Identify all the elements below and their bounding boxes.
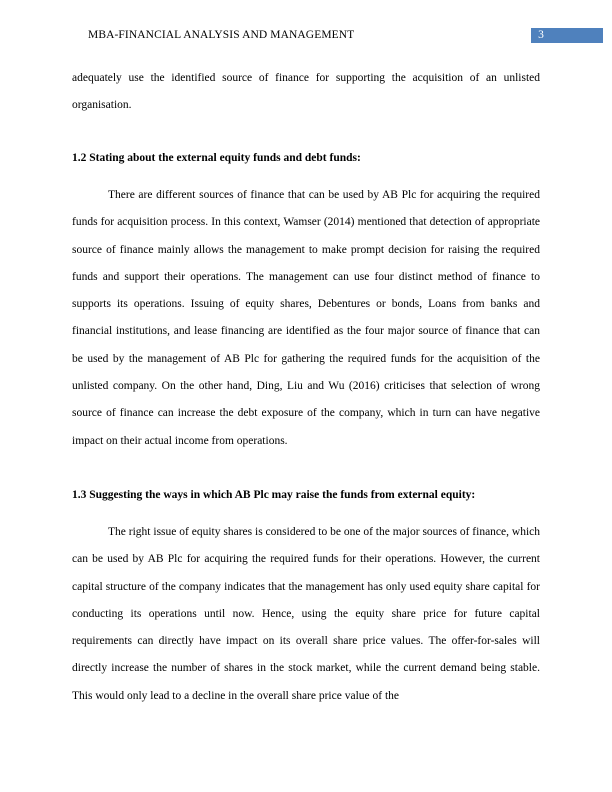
paragraph-text: The right issue of equity shares is considered to be one of the major sources of finance, which can be used by AB Plc for acquiring the required funds for their operations. However, the current capital structure of the company indicates that the management has only used equity share capital for conducting its operations until now. Hence, using the equity share price for future capital requirements can directly have impact on its overall share price values. The offer-for-sales will directly increase the number of shares in the stock market, while the current demand being stable. This would only lead to a decline in the overall share price value of the xyxy=(72,526,540,702)
paragraph-text: There are different sources of finance that can be used by AB Plc for acquiring the required funds for acquisition process. In this context, Wamser (2014) mentioned that detection of appropriate source of finance mainly allows the management to make prompt decision for raising the required funds and support their operations. The management can use four distinct method of finance to supports its operations. Issuing of equity shares, Debentures or bonds, Loans from banks and financial institutions, and lease financing are identified as the four major source of finance that can be used by the management of AB Plc for gathering the required funds for the acquisition of the unlisted company. On the other hand, Ding, Liu and Wu (2016) criticises that selection of wrong source of finance can increase the debt exposure of the company, which in turn can have negative impact on their actual income from operations. xyxy=(72,189,540,447)
running-head: MBA-FINANCIAL ANALYSIS AND MANAGEMENT xyxy=(88,29,355,41)
section-heading-1-2: 1.2 Stating about the external equity funds and debt funds: xyxy=(72,152,361,164)
section-1-2-body xyxy=(72,182,540,455)
page-number-box xyxy=(531,28,603,43)
continuation-paragraph xyxy=(72,65,540,120)
section-1-3-body xyxy=(72,519,540,710)
page-number: 3 xyxy=(538,29,544,41)
section-heading-1-3: 1.3 Suggesting the ways in which AB Plc may raise the funds from external equity: xyxy=(72,489,476,501)
paragraph-text: adequately use the identified source of finance for supporting the acquisition of an unlisted organisation. xyxy=(72,72,540,112)
